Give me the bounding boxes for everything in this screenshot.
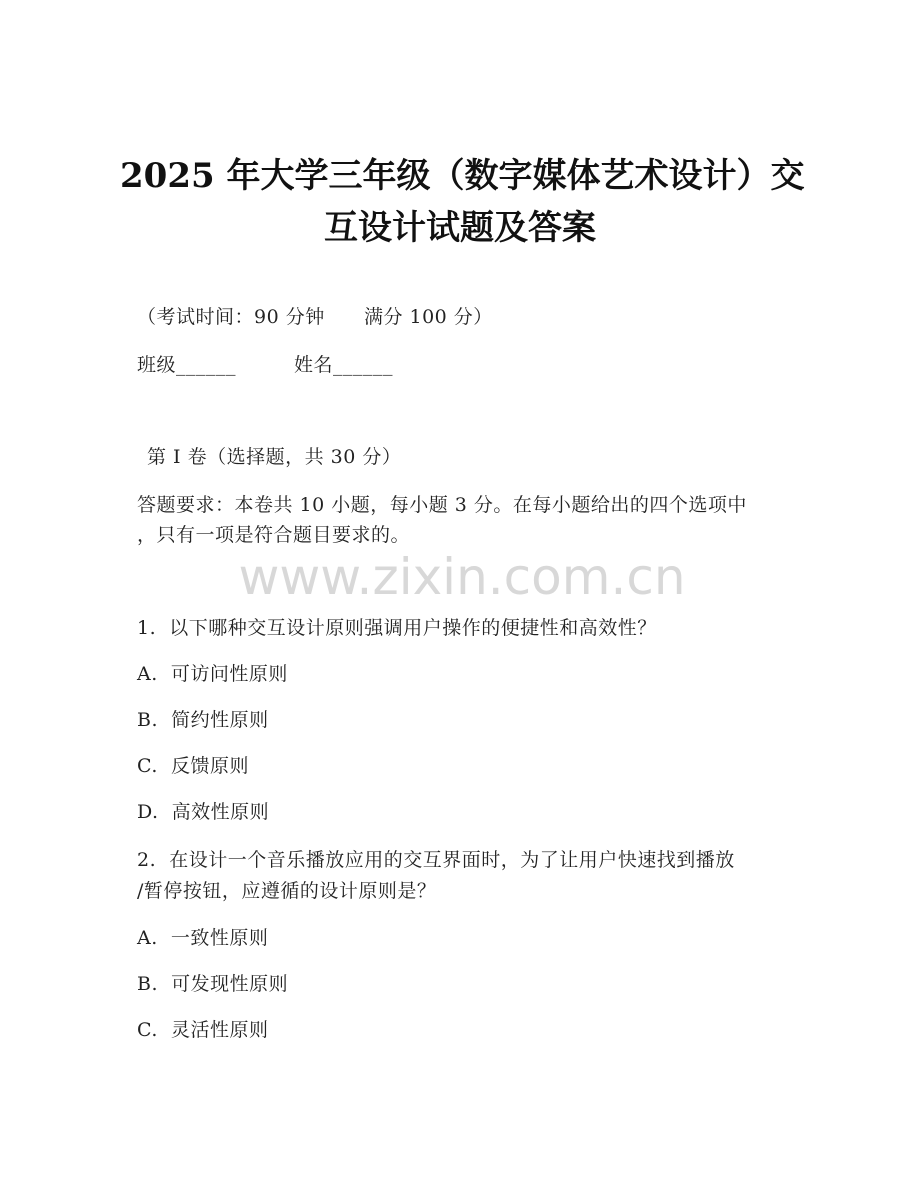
watermark: www.zixin.com.cn [238, 548, 686, 606]
question-2-stem-line-2: /暂停按钮，应遵循的设计原则是？ [137, 880, 437, 902]
question-2-stem-line-1: 2. 在设计一个音乐播放应用的交互界面时，为了让用户快速找到播放 [137, 849, 735, 871]
instructions-line-2: ，只有一项是符合题目要求的。 [137, 524, 411, 546]
title-line-2: 互设计试题及答案 [324, 208, 596, 248]
exam-info: （考试时间：90 分钟 满分 100 分） [137, 306, 493, 328]
question-2-option-b: B. 可发现性原则 [137, 973, 289, 995]
section-heading: 第 I 卷（选择题，共 30 分） [147, 446, 402, 468]
question-1-option-b: B. 简约性原则 [137, 709, 269, 731]
instructions-line-1: 答题要求：本卷共 10 小题，每小题 3 分。在每小题给出的四个选项中 [137, 494, 747, 516]
question-1-option-c: C. 反馈原则 [137, 755, 249, 777]
question-1-option-a: A. 可访问性原则 [137, 663, 288, 685]
question-1-option-d: D. 高效性原则 [137, 801, 270, 823]
question-2-option-c: C. 灵活性原则 [137, 1019, 269, 1041]
title-line-1: 2025 年大学三年级（数字媒体艺术设计）交 [120, 156, 805, 196]
class-field-label: 班级______ [137, 354, 237, 376]
document-title [120, 150, 805, 254]
question-2-option-a: A. 一致性原则 [137, 927, 269, 949]
name-field-label: 姓名______ [294, 354, 394, 376]
question-1-stem: 1. 以下哪种交互设计原则强调用户操作的便捷性和高效性？ [137, 617, 657, 639]
